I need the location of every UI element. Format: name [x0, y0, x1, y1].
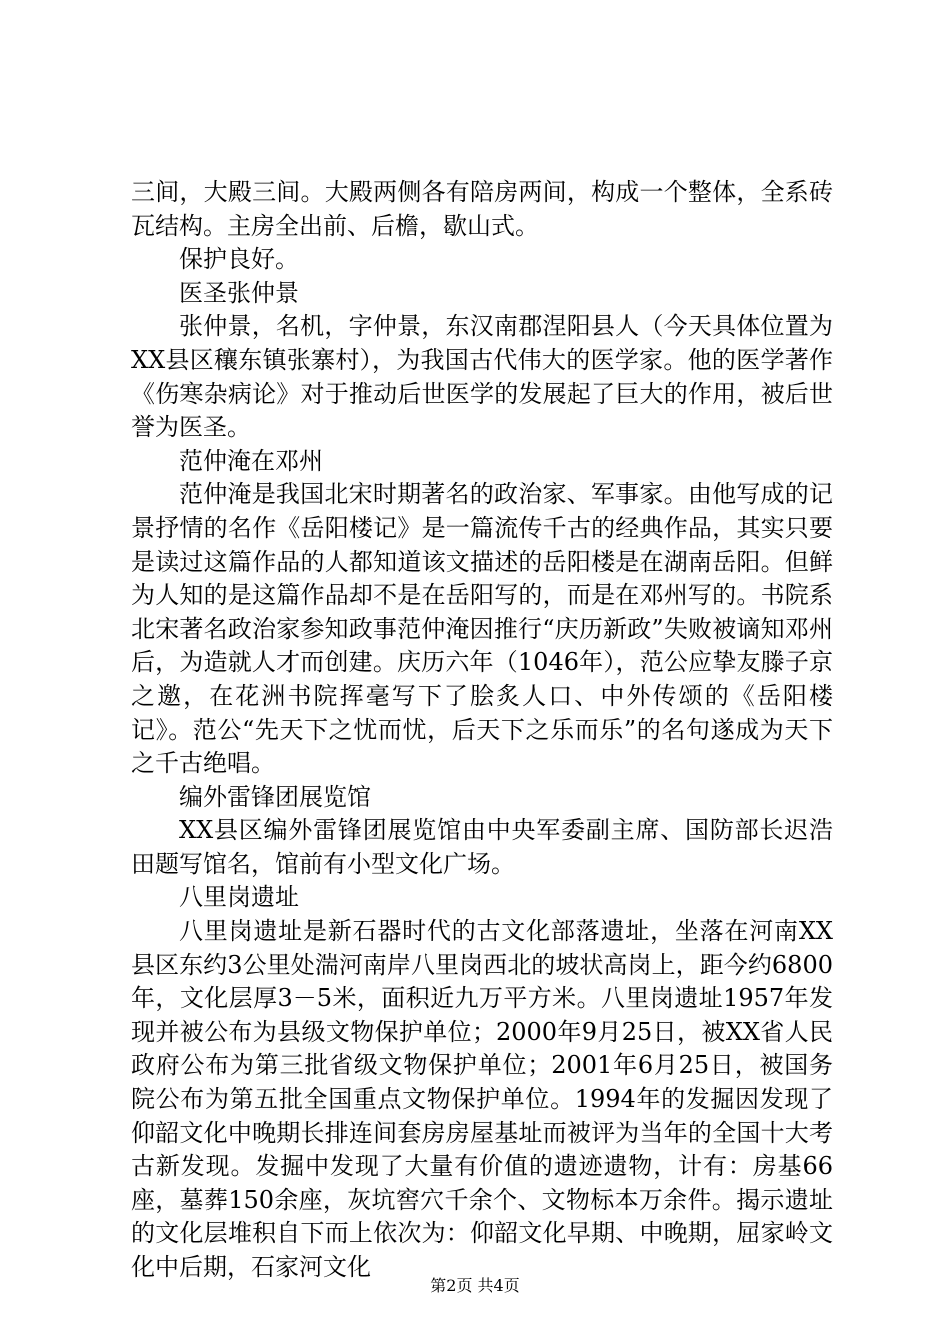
document-body [131, 176, 833, 1285]
section-heading-baligang-site: 八里岗遗址 [179, 883, 299, 912]
section-heading-zhang-zhongjing: 医圣张仲景 [179, 278, 299, 307]
section-heading-fan-zhongyan: 范仲淹在邓州 [179, 446, 323, 475]
paragraph-zhang-zhongjing: 张仲景，名机，字仲景，东汉南郡涅阳县人（今天具体位置为XX县区穰东镇张寨村），为我国古代伟大的医学家。他的医学著作《伤寒杂病论》对于推动后世医学的发展起了巨大的作用，被后世誉为医圣。 [131, 312, 833, 442]
paragraph-lei-feng-hall: XX县区编外雷锋团展览馆由中央军委副主席、国防部长迟浩田题写馆名，馆前有小型文化广场。 [131, 816, 833, 878]
page-footer: 第2页 共4页 [430, 1276, 520, 1295]
paragraph-baligang-site: 八里岗遗址是新石器时代的古文化部落遗址，坐落在河南XX县区东约3公里处湍河南岸八里岗西北的坡状高岗上，距今约6800年，文化层厚3－5米，面积近九万平方米。八里岗遗址1957年发现并被公布为县级文物保护单位；2000年9月25日，被XX省人民政府公布为第三批省级文物保护单位；2001年6月25日，被国务院公布为第五批全国重点文物保护单位。1994年的发掘因发现了仰韶文化中晚期长排连间套房房屋基址而被评为当年的全国十大考古新发现。发掘中发现了大量有价值的遗迹遗物，计有：房基66座，墓葬150余座，灰坑窖穴千余个、文物标本万余件。揭示遗址的文化层堆积自下而上依次为：仰韶文化早期、中晚期，屈家岭文化中后期，石家河文化 [131, 917, 833, 1281]
paragraph-fan-zhongyan: 范仲淹是我国北宋时期著名的政治家、军事家。由他写成的记景抒情的名作《岳阳楼记》是一篇流传千古的经典作品，其实只要是读过这篇作品的人都知道该文描述的岳阳楼是在湖南岳阳。但鲜为人知的是这篇作品却不是在岳阳写的，而是在邓州写的。书院系北宋著名政治家参知政事范仲淹因推行“庆历新政”失败被谪知邓州后，为造就人才而创建。庆历六年（1046年），范公应挚友滕子京之邀，在花洲书院挥毫写下了脍炙人口、中外传颂的《岳阳楼记》。范公“先天下之忧而忧，后天下之乐而乐”的名句遂成为天下之千古绝唱。 [131, 480, 833, 778]
paragraph-protection-status: 保护良好。 [179, 245, 299, 274]
paragraph-continuation: 三间，大殿三间。大殿两侧各有陪房两间，构成一个整体，全系砖瓦结构。主房全出前、后檐，歇山式。 [131, 178, 833, 240]
section-heading-lei-feng-hall: 编外雷锋团展览馆 [179, 782, 371, 811]
